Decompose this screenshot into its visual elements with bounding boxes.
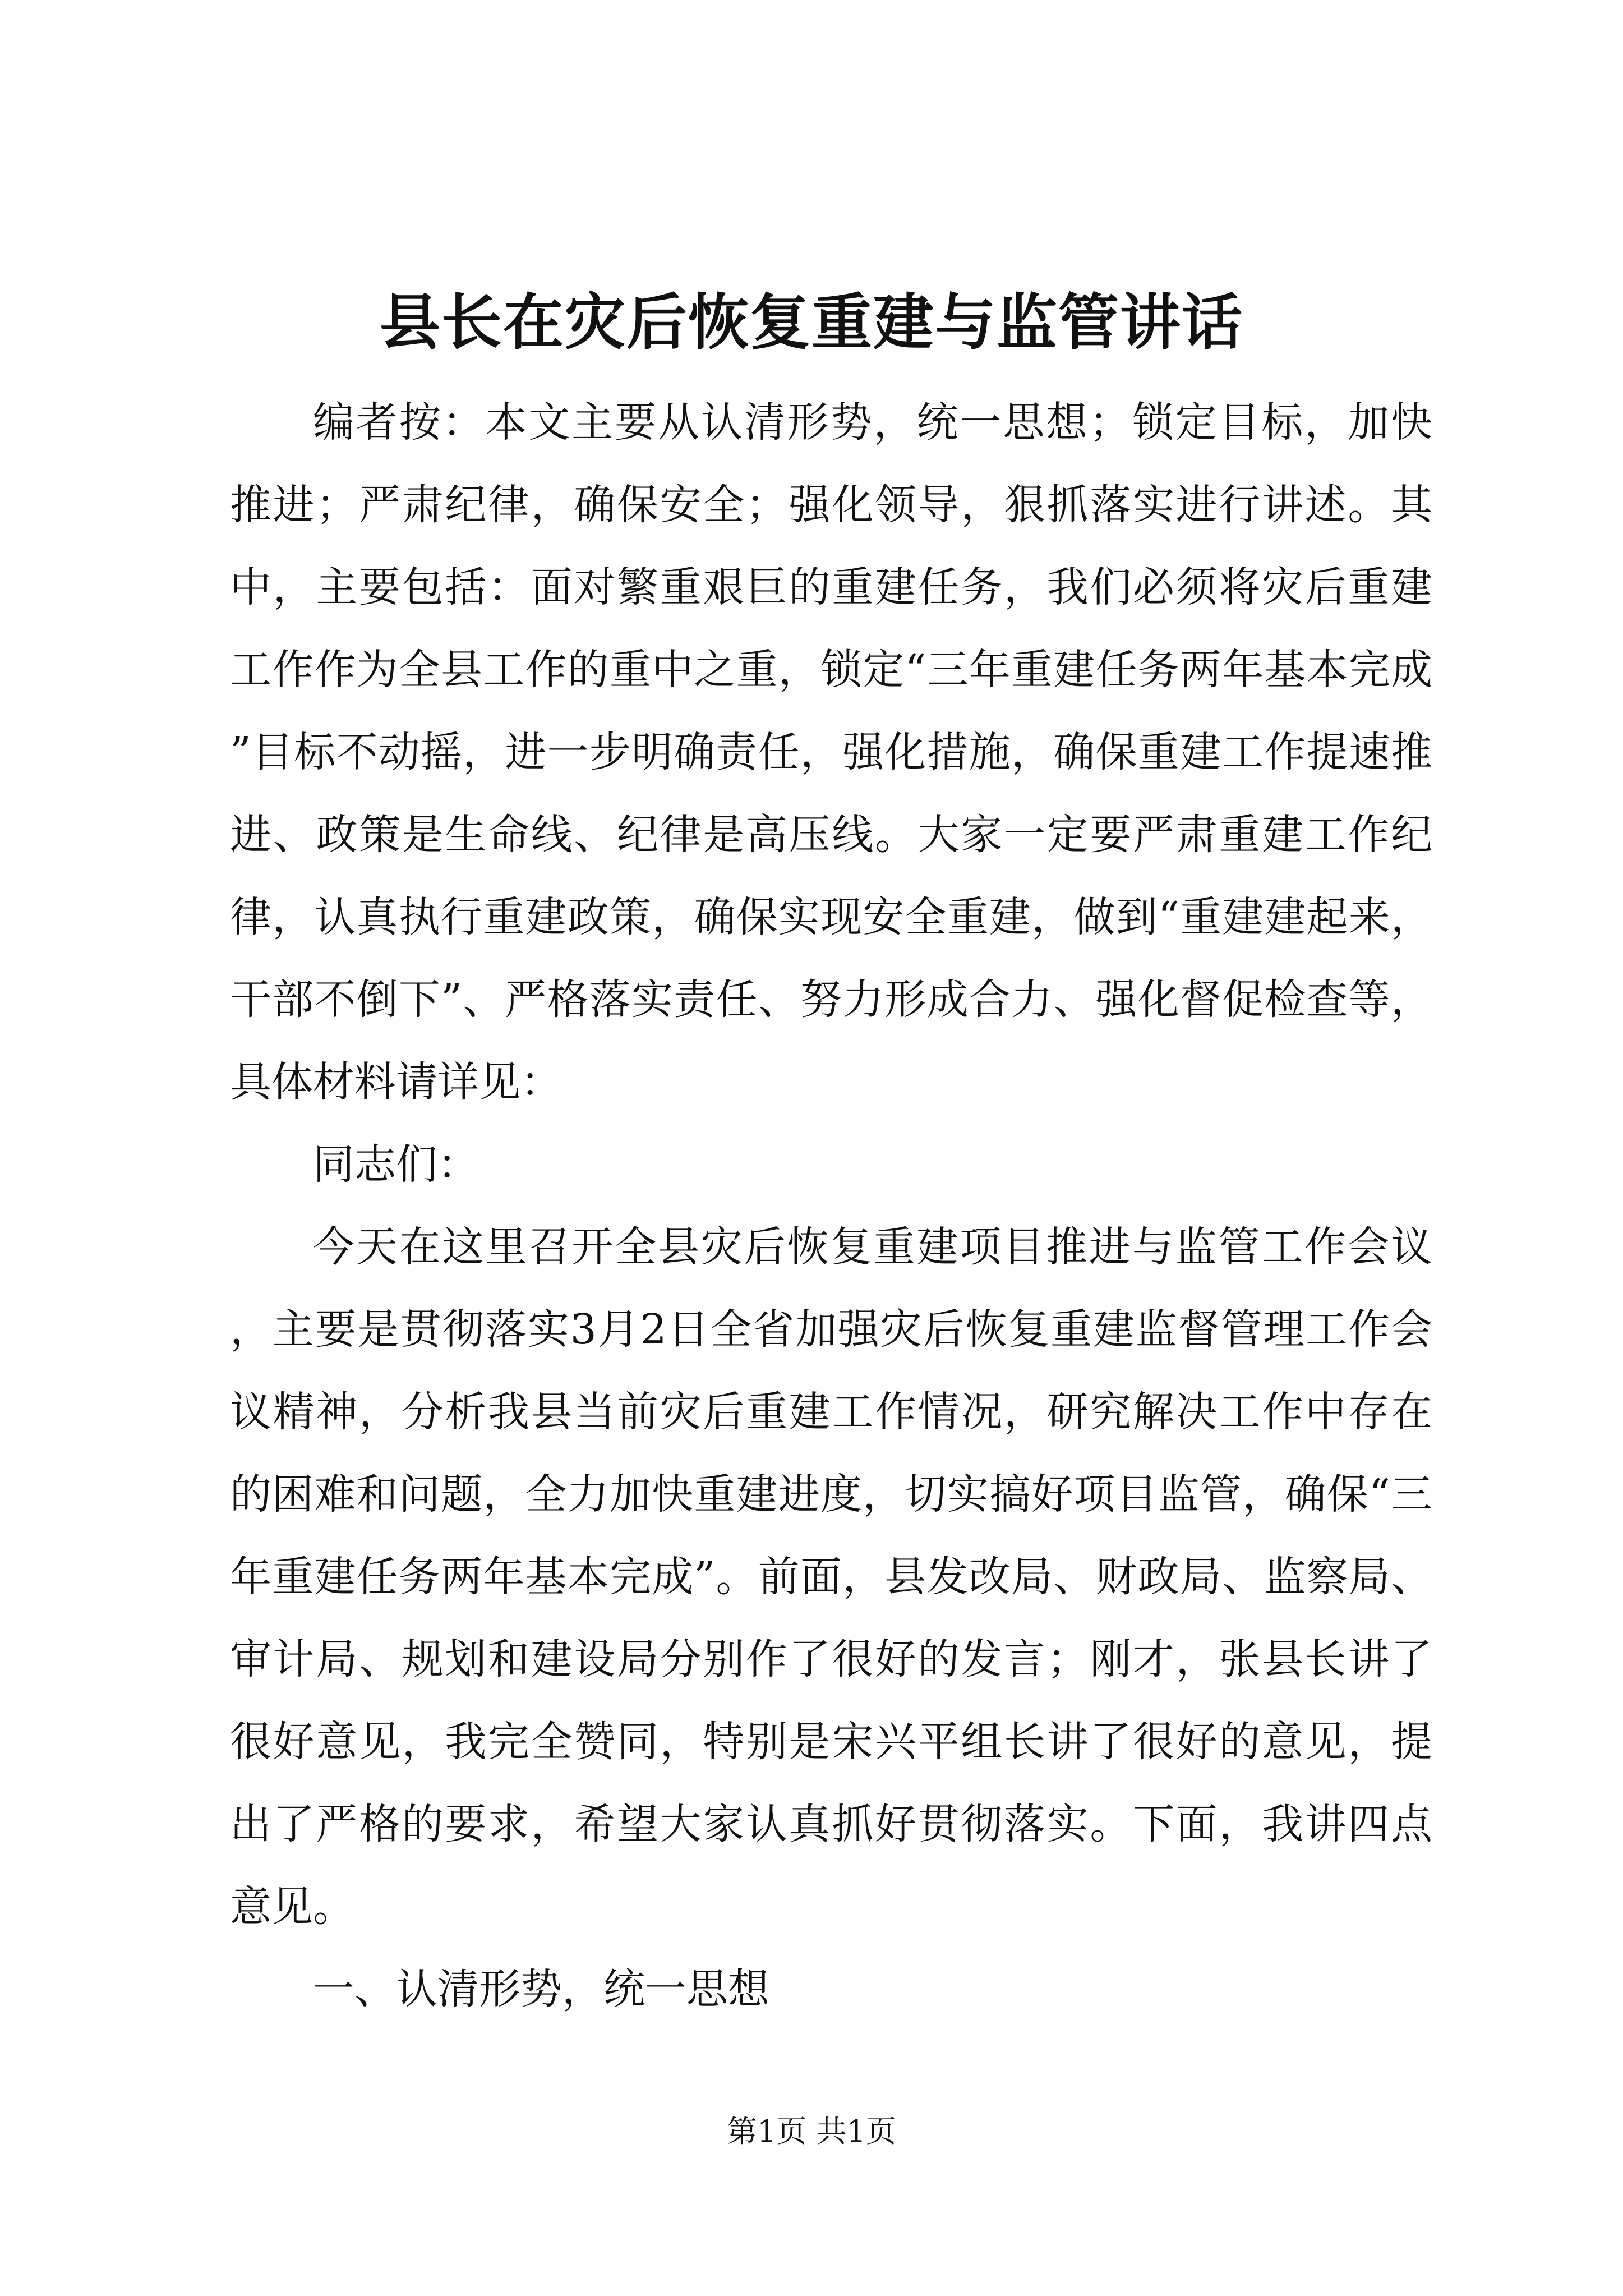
document-title: 县长在灾后恢复重建与监管讲话 [379, 287, 1243, 358]
speech-intro-paragraph: 今天在这里召开全县灾后恢复重建项目推进与监管工作会议，主要是贯彻落实3月2日全省加强灾后恢复重建监督管理工作会议精神，分析我县当前灾后重建工作情况，研究解决工作中存在的困难和问题，全力加快重建进度，切实搞好项目监管，确保“三年重建任务两年基本完成”。前面，县发改局、财政局、监察局、审计局、规划和建设局分别作了很好的发言；刚才，张县长讲了很好意见，我完全赞同，特别是宋兴平组长讲了很好的意见，提出了严格的要求，希望大家认真抓好贯彻落实。下面，我讲四点意见。 [230, 1223, 1432, 1931]
page-footer: 第1页 共1页 [727, 2114, 896, 2149]
salutation-paragraph: 同志们： [313, 1140, 479, 1189]
document-body [230, 381, 1432, 2031]
section-heading-1: 一、认清形势，统一思想 [313, 1965, 769, 2013]
editor-note-paragraph: 编者按：本文主要从认清形势，统一思想；锁定目标，加快推进；严肃纪律，确保安全；强化领导，狠抓落实进行讲述。其中，主要包括：面对繁重艰巨的重建任务，我们必须将灾后重建工作作为全县工作的重中之重，锁定“三年重建任务两年基本完成”目标不动摇，进一步明确责任，强化措施，确保重建工作提速推进、政策是生命线、纪律是高压线。大家一定要严肃重建工作纪律，认真执行重建政策，确保实现安全重建，做到“重建建起来，干部不倒下”、严格落实责任、努力形成合力、强化督促检查等，具体材料请详见： [230, 398, 1432, 1106]
